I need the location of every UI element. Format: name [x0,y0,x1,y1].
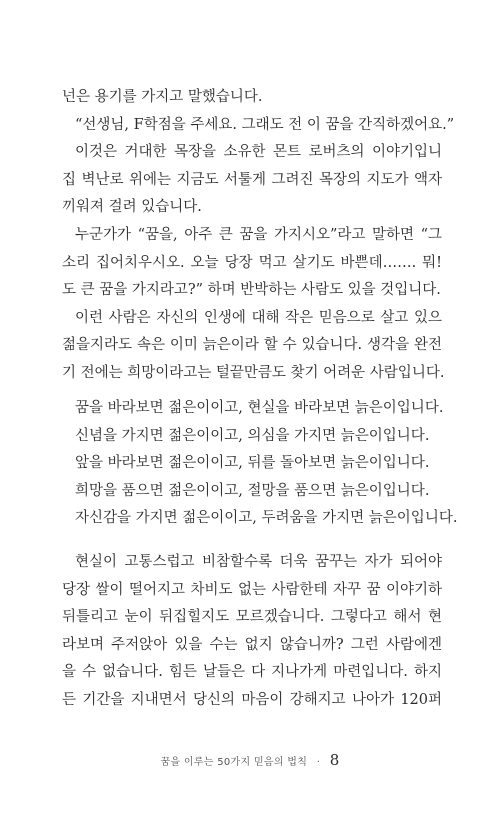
text-line: 이것은 거대한 목장을 소유한 몬트 로버츠의 이야기입니 [75,144,442,161]
text-line: 끼워져 걸려 있습니다. [62,199,202,216]
text-line: 신념을 가지면 젊은이이고, 의심을 가지면 늙은이입니다. [75,427,430,444]
body-text-block-2 [62,395,458,533]
running-title: 꿈을 이루는 50가지 믿음의 법칙 [160,757,308,768]
text-line: 집 벽난로 위에는 지금도 서툴게 그려진 목장의 지도가 액자 [62,171,442,188]
text-line: 꿈을 바라보면 젊은이이고, 현실을 바라보면 늙은이입니다. [75,400,444,416]
text-line: 라보며 주저앉아 있을 수는 없지 않습니까? 그런 사람에겐 [62,636,442,653]
text-line: 희망을 품으면 젊은이이고, 절망을 품으면 늙은이입니다. [75,482,430,499]
text-line: 당장 쌀이 떨어지고 차비도 없는 사람한테 자꾸 꿈 이야기하 [62,581,442,598]
text-line: 넌은 용기를 가지고 말했습니다. [62,89,263,105]
text-line: 을 수 없습니다. 힘든 날들은 다 지나가게 마련입니다. 하지 [62,664,442,681]
body-text-block-3 [62,549,442,715]
footer-separator: · [316,757,321,768]
text-line: 자신감을 가지면 젊은이이고, 두려움을 가지면 늙은이입니다. [75,510,458,527]
body-text-block-1 [62,84,455,388]
text-line: 뒤틀리고 눈이 뒤집힐지도 모르겠습니다. 그렇다고 해서 현 [62,609,442,626]
text-line: 누군가가 “꿈을, 아주 큰 꿈을 가지시오”라고 말하면 “그 [75,226,442,243]
text-line: “선생님, F학점을 주세요. 그래도 전 이 꿈을 간직하겠어요.” [75,116,455,133]
page-number: 8 [329,751,340,769]
text-line: 앞을 바라보면 젊은이이고, 뒤를 돌아보면 늙은이입니다. [75,455,430,472]
text-line: 현실이 고통스럽고 비참할수록 더욱 꿈꾸는 자가 되어야 [75,554,442,570]
text-line: 소리 집어치우시오. 오늘 당장 먹고 살기도 바쁜데……. 뭐! [62,254,442,271]
page-footer [0,747,500,777]
text-line: 든 기간을 지내면서 당신의 마음이 강해지고 나아가 120퍼 [62,691,442,708]
text-line: 도 큰 꿈을 가지라고?” 하며 반박하는 사람도 있을 것입니다. [62,282,441,299]
text-line: 젊을지라도 속은 이미 늙은이라 할 수 있습니다. 생각을 완전 [62,337,442,354]
text-line: 기 전에는 희망이라고는 털끝만큼도 찾기 어려운 사람입니다. [62,364,445,381]
text-line: 이런 사람은 자신의 인생에 대해 작은 믿음으로 살고 있으 [75,309,442,326]
